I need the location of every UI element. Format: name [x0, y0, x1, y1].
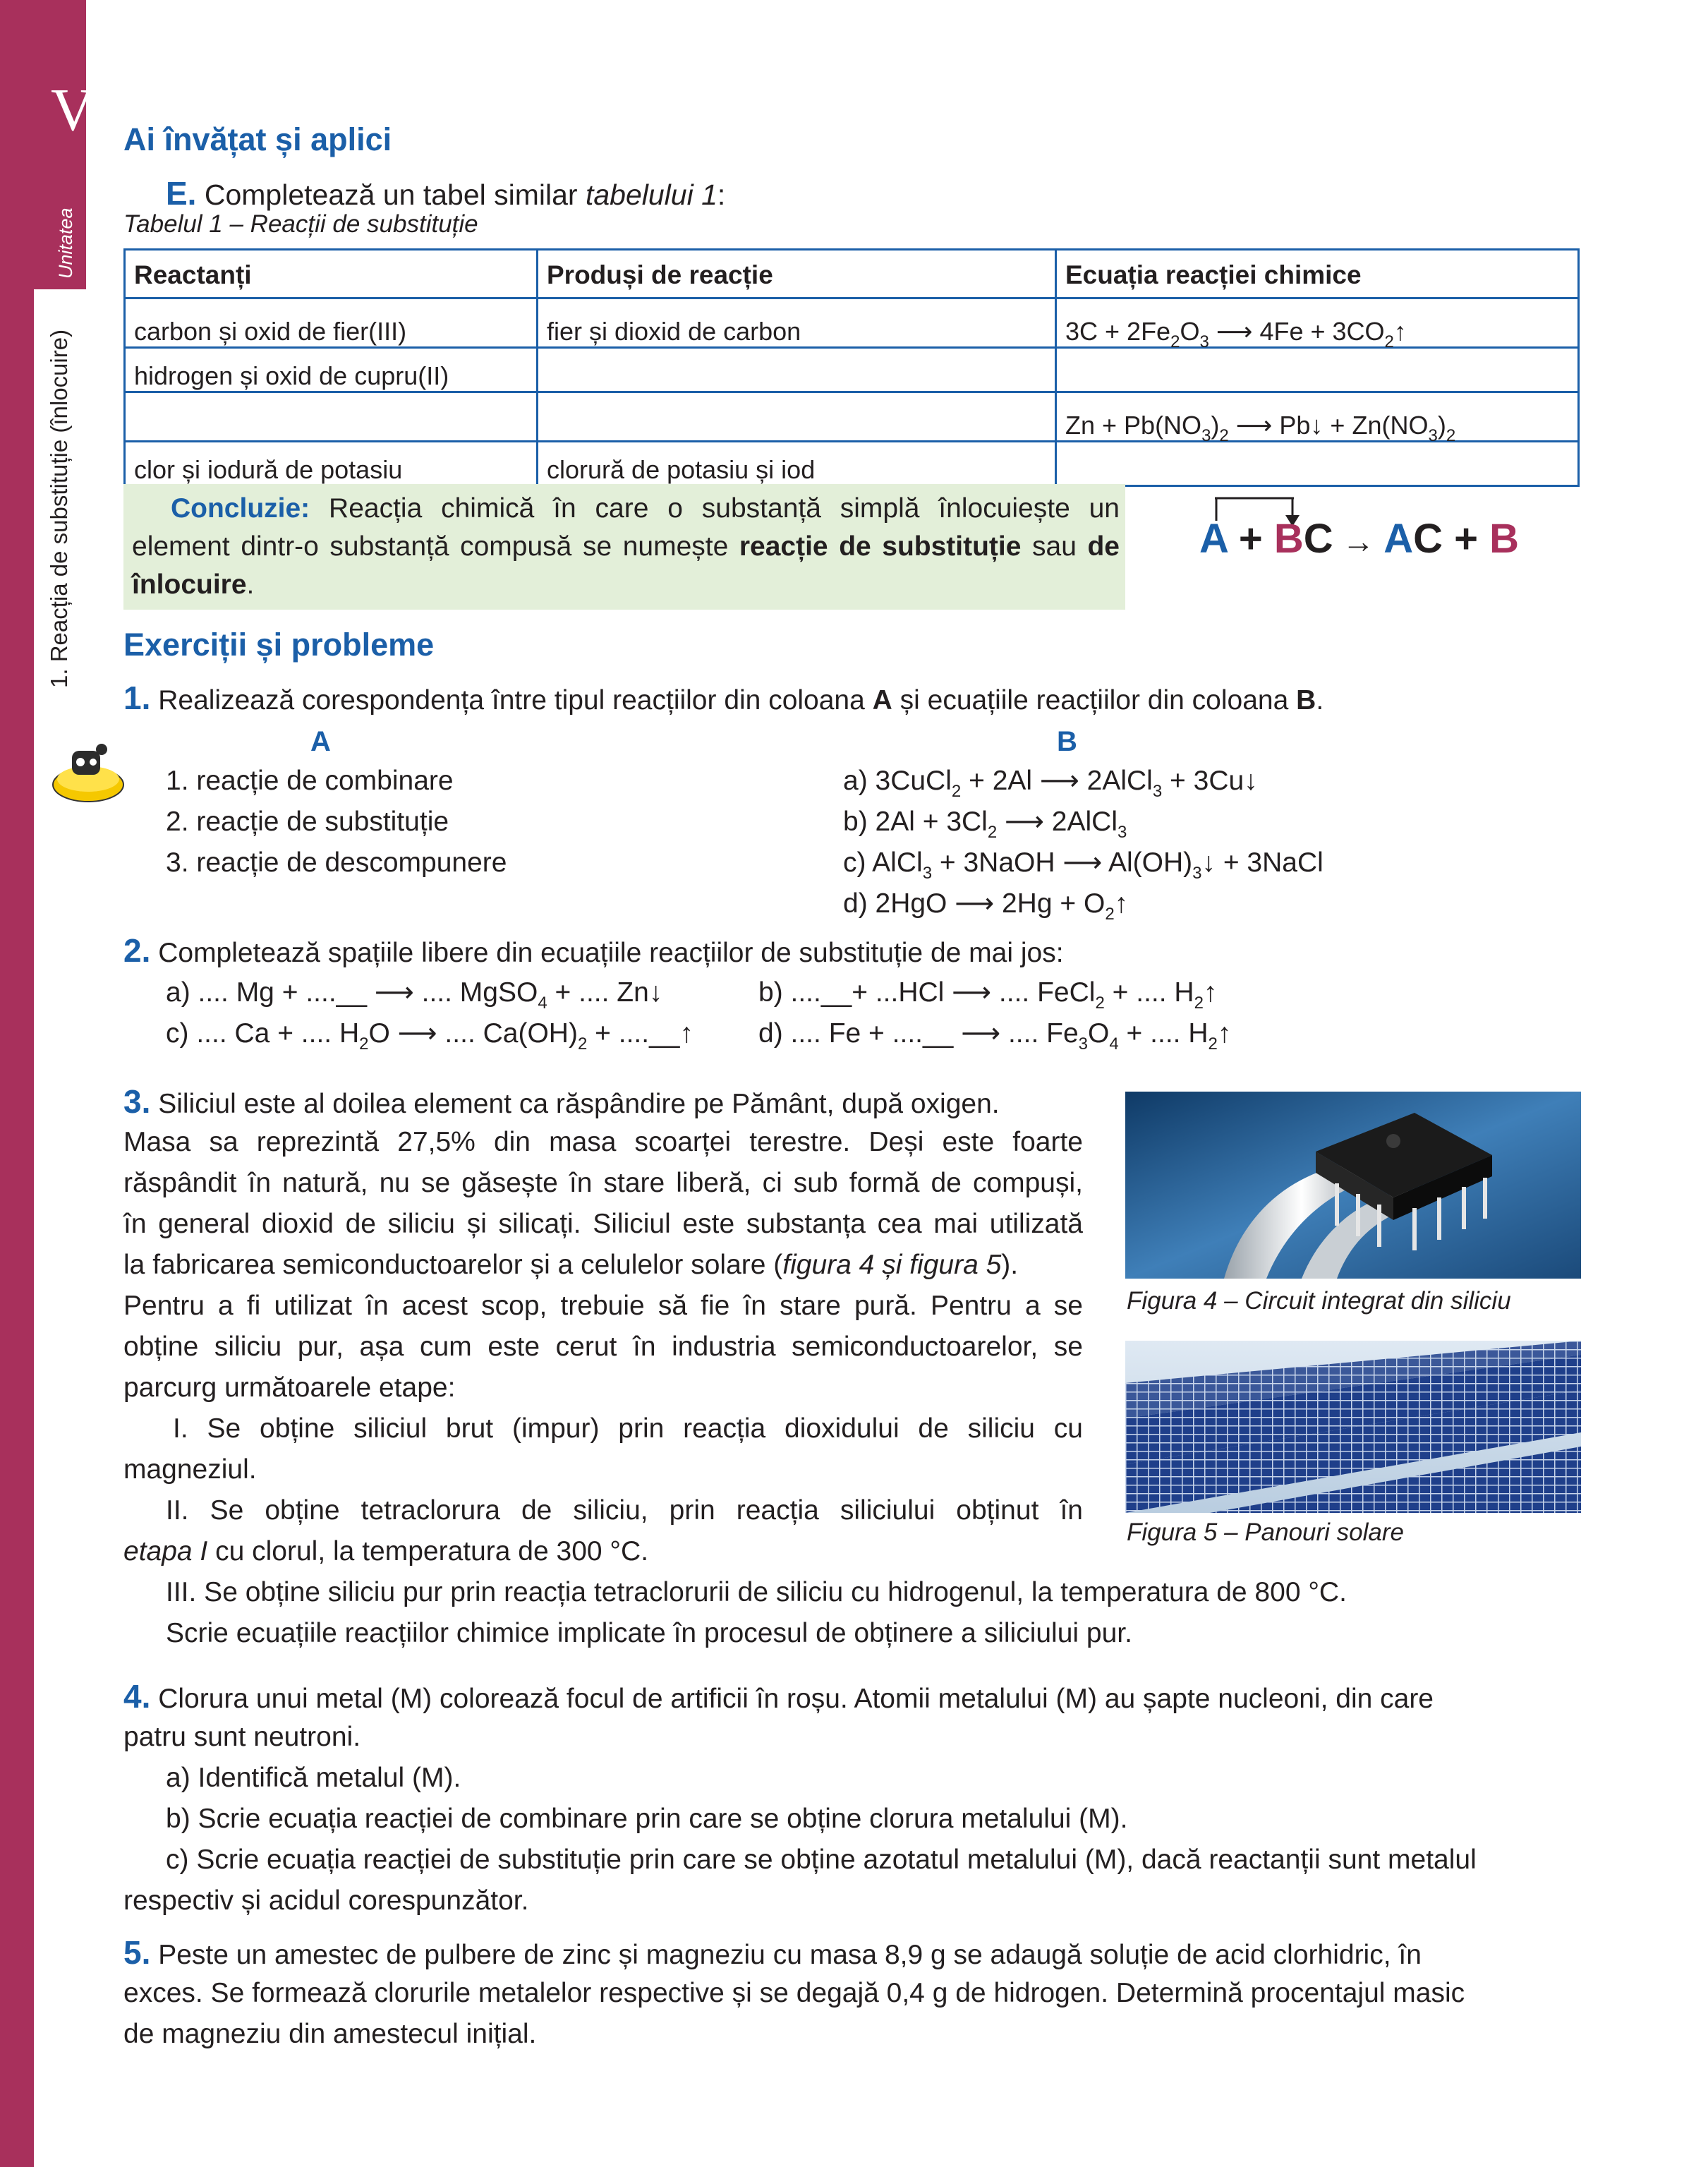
section-title-apply: Ai învățat și aplici — [123, 121, 392, 157]
table-cell: carbon și oxid de fier(III) — [125, 298, 538, 348]
column-a-item: 1. reacție de combinare — [166, 766, 454, 796]
exercise-4-line: a) Identifică metalul (M). — [166, 1763, 461, 1793]
table-cell-equation: $3C + 2Fe_2O_3$ ⟶ $4Fe + 3CO_2↑$ — [1056, 298, 1579, 348]
table-cell — [538, 348, 1056, 392]
table-cell: clor și iodură de potasiu — [125, 442, 538, 486]
exercise-4-line: patru sunt neutroni. — [123, 1722, 361, 1752]
table-header-cell: Produși de reacție — [538, 250, 1056, 298]
exercise-3-line: la fabricarea semiconductoarelor și a celulelor solare (figura 4 și figura 5). — [123, 1250, 1019, 1280]
column-b-item: d) 2HgO ⟶ $2Hg + O_2↑$ — [843, 888, 1129, 924]
exercise-e: E. Completează un tabel similar tabelului 1: — [166, 175, 726, 212]
page-number: 74 — [42, 2089, 69, 2119]
chapter-label: 1. Reacția de substituție (înlocuire) — [46, 329, 72, 688]
figure-4-photo — [1125, 1092, 1581, 1279]
table-row — [125, 298, 1579, 348]
column-b-item: c) AlCl$_3$ + 3NaOH ⟶ $Al(OH)_3↓$ + 3NaCl — [843, 847, 1324, 883]
exercise-5-line: 5. Peste un amestec de pulbere de zinc și magneziu cu masa 8,9 g se adaugă soluție de acid clorhidric, în — [123, 1934, 1422, 1971]
table-cell: clorură de potasiu și iod — [538, 442, 1056, 486]
exercise-3-line: Masa sa reprezintă 27,5% din masa scoarței terestre. Deși este foarte — [123, 1127, 1083, 1157]
sidebar-strip — [0, 289, 34, 2167]
section-title-exercises: Exerciții și probleme — [123, 627, 435, 663]
exercise-5-line: exces. Se formează clorurile metalelor respective și se degajă 0,4 g de hidrogen. Determină procentajul masic — [123, 1978, 1465, 2008]
column-a-item: 3. reacție de descompunere — [166, 847, 507, 878]
exercise-3-line: magneziul. — [123, 1454, 257, 1485]
exercise-letter: E. — [166, 175, 197, 212]
exercise-1-statement: 1. Realizează corespondența între tipul reacțiilor din coloana A și ecuațiile reacțiilor din coloana B. — [123, 680, 1324, 716]
exercise-2-statement: 2. Completează spațiile libere din ecuațiile reacțiilor de substituție de mai jos: — [123, 932, 1064, 969]
table-cell: fier și dioxid de carbon — [538, 298, 1056, 348]
table-row — [125, 392, 1579, 442]
exercise-4-line: 4. Clorura unui metal (M) colorează focul de artificii în roșu. Atomii metalului (M) au șapte nucleoni, din care — [123, 1678, 1434, 1715]
exercise-3-line: Pentru a fi utilizat în acest scop, trebuie să fie în stare pură. Pentru a se — [123, 1291, 1083, 1321]
table-cell: hidrogen și oxid de cupru(II) — [125, 348, 538, 392]
exercise-3-line: I. Se obține siliciul brut (impur) prin reacția dioxidului de siliciu cu — [173, 1413, 1083, 1444]
exercise-3-line: etapa I cu clorul, la temperatura de 300 °C. — [123, 1536, 649, 1567]
figure-4-caption: Figura 4 – Circuit integrat din siliciu — [1127, 1287, 1511, 1315]
column-a-item: 2. reacție de substituție — [166, 807, 449, 837]
figure-5-caption: Figura 5 – Panouri solare — [1127, 1519, 1404, 1546]
column-b-item: a) 3CuCl$_2$ + 2Al ⟶ 2AlCl$_3$ + 3Cu↓ — [843, 766, 1258, 801]
table-caption: Tabelul 1 – Reacții de substituție — [123, 210, 478, 238]
exercise-2-item: a) .... Mg + ....__ ⟶ .... MgSO$_4$ + .... Zn↓ — [166, 977, 663, 1013]
substitution-scheme — [1199, 487, 1519, 572]
exercise-2-item: d) .... Fe + ....__ ⟶ .... $Fe_3O_4$ + .... $H_2↑$ — [758, 1018, 1232, 1054]
table-row — [125, 442, 1579, 486]
unit-label: Unitatea — [55, 207, 76, 279]
conclusion-box — [123, 484, 1125, 610]
exercise-3-line: răspândit în natură, nu se găsește în stare liberă, ci sub formă de compuși, — [123, 1168, 1083, 1198]
table-header-cell: Ecuația reacției chimice — [1056, 250, 1579, 298]
exercise-4-line: respectiv și acidul corespunzător. — [123, 1885, 529, 1916]
column-a-title: A — [310, 726, 331, 757]
table-cell — [125, 392, 538, 442]
table-cell — [1056, 442, 1579, 486]
exercise-3-line: Scrie ecuațiile reacțiilor chimice implicate în procesul de obținere a siliciului pur. — [166, 1618, 1132, 1648]
exercise-5-line: de magneziu din amestecul inițial. — [123, 2019, 537, 2049]
column-b-title: B — [1057, 726, 1077, 757]
conclusion-text: Concluzie: Reacția chimică în care o substanță simplă înlocuiește un element dintr-o substanță compusă se numește reacție de substituție sau de înlocuire. — [132, 493, 1120, 600]
table-header-cell: Reactanți — [125, 250, 538, 298]
exercise-4-line: b) Scrie ecuația reacției de combinare prin care se obține clorura metalului (M). — [166, 1804, 1128, 1834]
exercise-3-line: III. Se obține siliciu pur prin reacția tetraclorurii de siliciu cu hidrogenul, la temperatura de 800 °C. — [166, 1577, 1347, 1607]
table-cell — [538, 392, 1056, 442]
reactions-table — [123, 248, 1580, 487]
exercise-4-line: c) Scrie ecuația reacției de substituție prin care se obține azotatul metalului (M), dacă reactanții sunt metalul — [166, 1845, 1477, 1875]
table-cell — [1056, 348, 1579, 392]
unit-letter: V — [50, 76, 95, 143]
column-b-item: b) $2Al + 3Cl_2$ ⟶ 2AlCl$_3$ — [843, 807, 1127, 842]
exercise-2-item: c) .... Ca + .... $H_2O$ ⟶ .... $Ca(OH)_2$ + ....__↑ — [166, 1018, 694, 1054]
exercise-3-line: în general dioxid de siliciu și silicați. Siliciul este substanța cea mai utilizată — [123, 1209, 1083, 1239]
exercise-2-item: b) ....__+ ...HCl ⟶ .... FeCl$_2$ + .... $H_2↑$ — [758, 977, 1218, 1013]
exercise-3-line: II. Se obține tetraclorura de siliciu, prin reacția siliciului obținut în — [166, 1495, 1083, 1526]
exercise-3-line: parcurg următoarele etape: — [123, 1372, 456, 1403]
figure-5-photo — [1125, 1341, 1581, 1513]
activity-icon — [49, 741, 127, 804]
exercise-3-line: obține siliciu pur, așa cum este cerut în industria semiconductoarelor, se — [123, 1332, 1083, 1362]
sidebar — [0, 0, 95, 2167]
conclusion-label: Concluzie: — [171, 493, 310, 524]
exercise-3-line: 3. Siliciul este al doilea element ca răspândire pe Pământ, după oxigen. — [123, 1083, 1000, 1120]
table-cell-equation: $Zn + Pb(NO_3)_2$ ⟶ Pb↓ + $Zn(NO_3)_2$ — [1056, 392, 1579, 442]
table-header-row — [125, 250, 1579, 298]
scheme-equation: A + BC → AC + B — [1199, 516, 1519, 562]
table-row — [125, 348, 1579, 392]
